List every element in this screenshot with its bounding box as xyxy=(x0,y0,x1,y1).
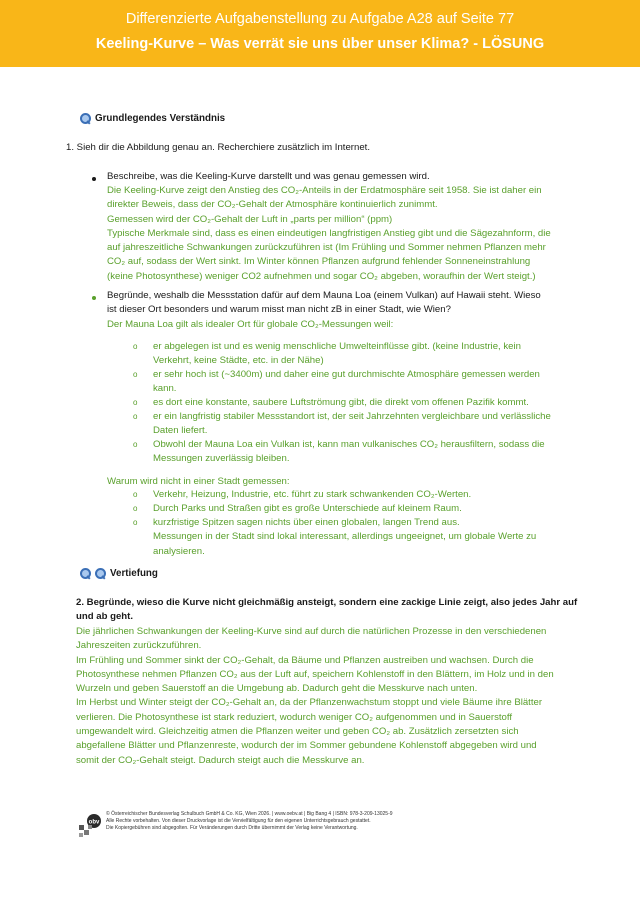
answer-line: umgewandelt wird. Gleichzeitig atmen die Pflanzen weiter und geben CO₂ ab. Zusätzlich zersetzten sich xyxy=(76,726,519,738)
reason-line: Durch Parks und Straßen gibt es große Unterschiede auf kleinem Raum. xyxy=(153,503,462,514)
circle-bullet: o xyxy=(133,440,138,449)
circle-bullet: o xyxy=(133,398,138,407)
reason-line: er ein langfristig stabiler Messstandort ist, der seit Jahrzehnten vergleichbare und verlässliche xyxy=(153,411,551,422)
header-line-1: Differenzierte Aufgabenstellung zu Aufgabe A28 auf Seite 77 xyxy=(125,11,515,27)
reason-line: kurzfristige Spitzen sagen nichts über einen globalen, langen Trend aus. xyxy=(153,517,460,528)
reason-line: Verkehrt, keine Städte, etc. in der Nähe) xyxy=(153,355,324,367)
city-reason-3 xyxy=(153,516,536,559)
answer-line: verlieren. Die Photosynthese ist stark reduziert, wodurch weniger CO₂ aufgenommen und in Sauerstoff xyxy=(76,711,513,723)
bullet-1-question: Beschreibe, was die Keeling-Kurve darstellt und was genau gemessen wird. xyxy=(107,171,430,182)
answer-line: Die Keeling-Kurve zeigt den Anstieg des CO₂-Anteils in der Erdatmosphäre seit 1958. Sie ist daher ein xyxy=(107,185,542,196)
answer-line: Jahreszeiten zurückzuführen. xyxy=(76,640,202,652)
section-title: Grundlegendes Verständnis xyxy=(95,113,226,124)
reason-2 xyxy=(153,368,540,397)
bullet-dot xyxy=(92,177,96,181)
reason-5 xyxy=(153,438,545,467)
answer-line: CO₂ auf, sodass der Wert sinkt. Im Winter können Pflanzen aufgrund fehlender Sonneneinstrahlung xyxy=(107,256,531,268)
reason-line: er abgelegen ist und es wenig menschliche Umwelteinflüsse gibt. (keine Industrie, kein xyxy=(153,341,521,352)
page-header xyxy=(0,0,640,67)
answer-line: (keine Photosynthese) weniger CO2 aufnehmen und sogar CO₂ abgeben, woraufhin der Wert steigt.) xyxy=(107,270,536,282)
task-1: 1. Sieh dir die Abbildung genau an. Recherchiere zusätzlich im Internet. xyxy=(66,142,370,153)
reason-4 xyxy=(153,410,551,439)
answer-line: Die jährlichen Schwankungen der Keeling-Kurve sind auf durch die natürlichen Prozesse in den verschiedenen xyxy=(76,626,547,637)
reason-line: Messungen zuverlässig bleiben. xyxy=(153,453,290,465)
circle-bullet: o xyxy=(133,490,138,499)
city-reason-1 xyxy=(153,488,471,502)
answer-line: Im Frühling und Sommer sinkt der CO₂-Gehalt, da Bäume und Pflanzen austreiben und wachsen. Durch die xyxy=(76,654,534,666)
circle-bullet: o xyxy=(133,518,138,527)
reason-line: er sehr hoch ist (~3400m) und daher eine gut durchmischte Atmosphäre gemessen werden xyxy=(153,369,540,380)
circle-bullet: o xyxy=(133,412,138,421)
city-intro: Warum wird nicht in einer Stadt gemessen: xyxy=(107,476,290,487)
section-heading-basic xyxy=(80,113,225,124)
circle-bullet: o xyxy=(133,504,138,513)
answer-line: Wurzeln und geben Sauerstoff an die Umgebung ab. Dadurch geht die Messkurve nach unten. xyxy=(76,683,478,695)
magnifier-icon xyxy=(80,113,91,124)
footer-copyright xyxy=(106,811,393,832)
magnifier-icon xyxy=(80,568,91,579)
reason-line: Messungen in der Stadt sind lokal interessant, allerdings ungeeignet, um globale Werte zu xyxy=(153,531,537,543)
section-heading-deepening xyxy=(80,568,158,579)
question-line: ist dieser Ort besonders und warum misst man nicht zB in einer Stadt, wie Wien? xyxy=(107,304,451,316)
reason-line: Obwohl der Mauna Loa ein Vulkan ist, kann man vulkanisches CO₂ herausfiltern, sodass die xyxy=(153,439,545,450)
magnifier-icon xyxy=(95,568,106,579)
reason-line: es dort eine konstante, saubere Luftströmung gibt, die direkt vom offenen Pazifik kommt. xyxy=(153,397,529,408)
answer-line: Photosynthese nehmen Pflanzen CO₂ aus der Luft auf, speichern Kohlenstoff in den Blättern, im Holz und in den xyxy=(76,668,554,680)
svg-text:obv: obv xyxy=(88,819,100,826)
answer-line: auf jahreszeitliche Schwankungen zurückzuführen ist (Im Frühling und Sommer nehmen Pflanzen mehr xyxy=(107,242,546,254)
header-line-2: Keeling-Kurve – Was verrät sie uns über unser Klima? - LÖSUNG xyxy=(95,36,545,52)
city-reason-2 xyxy=(153,502,462,516)
reason-line: Verkehr, Heizung, Industrie, etc. führt zu stark schwankenden CO₂-Werten. xyxy=(153,489,472,500)
reason-line: kann. xyxy=(153,383,177,395)
bullet-dot xyxy=(92,296,96,300)
answer-line: somit der CO₂-Gehalt steigt. Dadurch steigt auch die Messkurve an. xyxy=(76,754,365,766)
bullet-2-intro: Der Mauna Loa gilt als idealer Ort für globale CO₂-Messungen weil: xyxy=(107,319,394,330)
circle-bullet: o xyxy=(133,342,138,351)
task-2-answer xyxy=(76,625,554,768)
question-line: und ab geht. xyxy=(76,611,134,623)
answer-line: abgefallene Blätter und Pflanzenreste, wodurch der im Sommer gebundene Kohlenstoff abgegeben wird und xyxy=(76,740,537,752)
answer-line: Gemessen wird der CO₂-Gehalt der Luft in „parts per million“ (ppm) xyxy=(107,213,393,225)
section-title: Vertiefung xyxy=(110,568,158,579)
footer-line: © Österreichischer Bundesverlag Schulbuch GmbH & Co. KG, Wien 2026. | www.oebv.at | Big Bang 4 | ISBN: 978-3-209-13025-9 xyxy=(106,811,393,817)
obv-logo-icon xyxy=(76,812,104,840)
circle-bullet: o xyxy=(133,370,138,379)
footer-line: Die Kopiergebühren sind abgegolten. Für Veränderungen durch Dritte übernimmt der Verlag keine Verantwortung. xyxy=(106,825,358,831)
reason-3 xyxy=(153,396,529,410)
answer-line: Im Herbst und Winter steigt der CO₂-Gehalt an, da der Pflanzenwachstum stoppt und viele Bäume ihre Blätter xyxy=(76,697,543,709)
question-line: Begründe, weshalb die Messstation dafür auf dem Mauna Loa (einem Vulkan) auf Hawaii steht. Wieso xyxy=(107,290,541,301)
task-2-question xyxy=(76,596,577,625)
reason-1 xyxy=(153,340,521,369)
bullet-1-answer xyxy=(107,184,551,284)
reason-line: Daten liefert. xyxy=(153,425,208,437)
bullet-2-question xyxy=(107,289,541,318)
answer-line: Typische Merkmale sind, dass es einen eindeutigen langfristigen Anstieg gibt und die Sägezahnform, die xyxy=(107,227,551,239)
answer-line: direkter Beweis, dass der CO₂-Gehalt der Atmosphäre kontinuierlich zunimmt. xyxy=(107,199,438,211)
reason-line: analysieren. xyxy=(153,545,205,557)
question-line: 2. Begründe, wieso die Kurve nicht gleichmäßig ansteigt, sondern eine zackige Linie zeigt, also jedes Jahr auf xyxy=(76,597,578,608)
footer-line: Alle Rechte vorbehalten. Von dieser Druckvorlage ist die Vervielfältigung für den eigenen Unterrichtsgebrauch gestattet. xyxy=(106,818,371,824)
